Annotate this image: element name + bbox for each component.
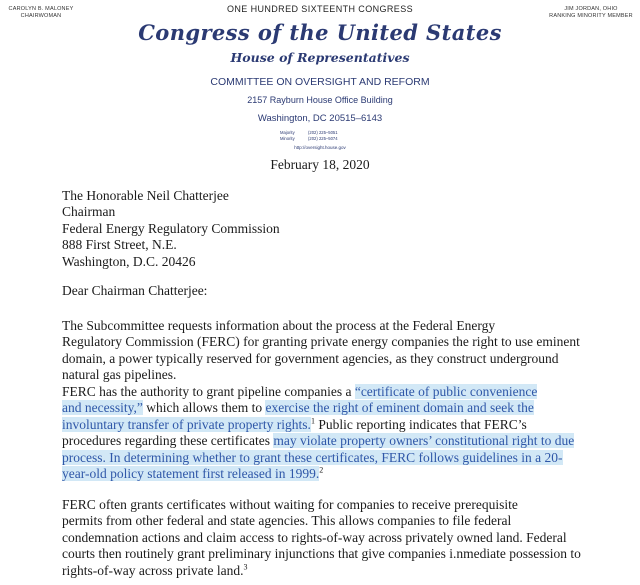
committee-name: COMMITTEE ON OVERSIGHT AND REFORM (210, 76, 430, 88)
ranking-member-block (546, 6, 636, 20)
recipient-line: The Honorable Neil Chatterjee (62, 188, 229, 203)
recipient-address (62, 188, 280, 270)
salutation: Dear Chairman Chatterjee: (62, 283, 208, 298)
recipient-line: Washington, D.C. 20426 (62, 253, 196, 269)
paragraph-1: The Subcommittee requests information about the process at the Federal Energy Regulatory Commission (FERC) for granting private energy companies the right to use eminent domain, a power typically reserved for government agencies, as they construct underground natural gas pipelines. (62, 318, 580, 383)
footnote-ref-1: 1 (310, 416, 315, 426)
paragraph-3 (62, 497, 607, 579)
paragraph-2-text: FERC has the authority to grant pipeline companies a (62, 384, 355, 399)
committee-url: http://oversight.house.gov (294, 145, 346, 150)
paragraph-2 (62, 384, 607, 482)
recipient-line: Chairman (62, 204, 116, 220)
majority-label: Majority (280, 130, 295, 135)
minority-phone: (202) 225–5074 (308, 136, 338, 141)
ranking-name: JIM JORDAN, OHIO (564, 6, 618, 12)
footnote-ref-2: 2 (319, 465, 324, 475)
city-address: Washington, DC 20515–6143 (257, 113, 383, 124)
highlight-certificate: “certificate of public convenience and necessity,” (62, 384, 538, 416)
highlight-due-process: may violate property owners’ constitutional right to due process. In determining whether to grant these certificates, FERC follows guidelines in a 20- year-old policy statement first released in 1999. (62, 433, 575, 482)
letter-date: February 18, 2020 (270, 157, 370, 172)
minority-label: Minority (280, 136, 295, 141)
ranking-role: RANKING MINORITY MEMBER (549, 13, 633, 19)
paragraph-2-text: Public reporting indicates that FERC’s procedures regarding these certificates (62, 416, 527, 449)
chair-name: CAROLYN B. MALONEY (8, 6, 74, 12)
majority-phone: (202) 225–5051 (308, 130, 338, 135)
phone-numbers (280, 130, 400, 142)
paragraph-3-text: FERC often grants certificates without waiting for companies to receive prerequisite permits from other federal and state agencies. This allows companies to file federal condemnation actions and claim access to rights-of-way across privately owned land. Federal courts then routinely grant preliminary injunctions that give companies i.nmediate possession to rights-of-way across private land. (62, 497, 581, 578)
highlight-eminent-domain: exercise the right of eminent domain and seek the involuntary transfer of private property rights. (62, 400, 534, 432)
congress-title: Congress of the United States (138, 20, 502, 45)
building-address: 2157 Rayburn House Office Building (247, 95, 393, 105)
house-title: House of Representatives (230, 50, 410, 65)
footnote-ref-3: 3 (243, 562, 248, 572)
chair-role: CHAIRWOMAN (20, 13, 62, 19)
congress-number: ONE HUNDRED SIXTEENTH CONGRESS (226, 4, 414, 14)
paragraph-2-text: which allows them to (142, 400, 266, 416)
recipient-line: Federal Energy Regulatory Commission (62, 220, 280, 236)
recipient-line: 888 First Street, N.E. (62, 237, 177, 253)
